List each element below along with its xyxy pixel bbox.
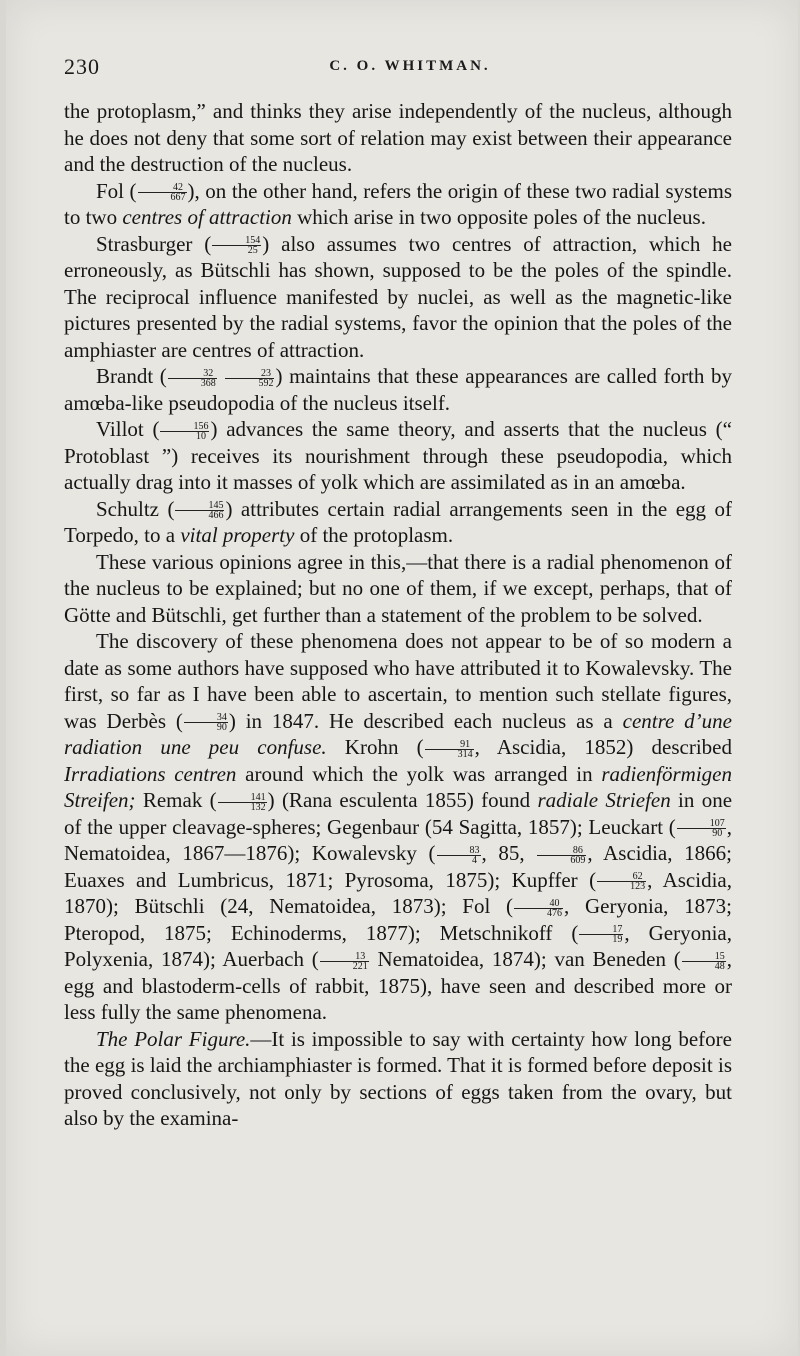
citation-fraction (437, 846, 481, 865)
text-run: ) (Rana esculenta 1855) found (267, 788, 538, 812)
text-run: Remak ( (135, 788, 217, 812)
italic-term: vital property (180, 523, 295, 547)
text-run: , Geryonia, Polyxenia, 1874); Auerbach ( (64, 920, 732, 971)
fraction-numerator: 23 (225, 369, 274, 379)
fraction-denominator: 10 (195, 430, 206, 442)
fraction-numerator: 34 (184, 713, 228, 723)
fraction-denominator: 4 (472, 854, 477, 866)
italic-term: Irradiations centren (64, 761, 237, 786)
citation-fraction (184, 713, 228, 732)
text-run: , Ascidia, 1870); Bütschli (24, Nematoidea, 1873); Fol ( (64, 867, 732, 918)
italic-term: radienförmigen Streifen; (64, 761, 732, 812)
fraction-denominator: 592 (258, 377, 274, 389)
fraction-numerator: 32 (168, 369, 217, 379)
paragraph (64, 98, 732, 178)
text-run: These various opinions agree in this,—that there is a radial phenomenon of the nucleus to be explained; but no one of them, if we except, perhaps, that of Götte and Bütschli, get further than a statement of the problem to be solved. (64, 549, 732, 627)
text-run: The discovery of these phenomena does not appear to be of so modern a date as some authors have supposed who have attributed it to Kowalevsky. The first, so far as I have been able to ascertain, to mention such stellate figures, was Derbès ( (64, 629, 732, 733)
fraction-denominator: 609 (570, 854, 586, 866)
fraction-numerator: 62 (597, 872, 646, 882)
page-header (64, 54, 736, 84)
fraction-numerator: 83 (437, 846, 481, 856)
italic-term: centre d’une radiation une peu confuse. (64, 708, 732, 759)
fraction-numerator: 107 (677, 819, 726, 829)
citation-fraction (425, 740, 474, 759)
text-run: of the protoplasm. (294, 523, 454, 547)
fraction-numerator: 91 (425, 740, 474, 750)
italic-term: radiale Striefen (537, 788, 671, 812)
citation-fraction (597, 872, 646, 891)
text-run: Schultz ( (96, 496, 175, 521)
fraction-denominator: 221 (352, 960, 368, 972)
text-run: Brandt ( (96, 364, 167, 388)
text-run: in one of the upper cleavage-spheres; Gegenbaur (54 Sagitta, 1857); Leuckart ( (64, 788, 733, 839)
text-run: the protoplasm,” and thinks they arise independently of the nucleus, although he does not deny that some sort of relation may exist between their appearance and the destruction of the nucleus. (64, 99, 732, 176)
text-run: , egg and blastoderm-cells of rabbit, 1875), have seen and described more or less fully the same phenomena. (64, 947, 732, 1024)
text-run: , Nematoidea, 1867—1876); Kowalevsky ( (64, 814, 732, 865)
running-head: C. O. WHITMAN. (329, 58, 491, 74)
citation-fraction (682, 952, 726, 971)
paragraph (64, 1026, 732, 1132)
text-run: —It is impossible to say with certainty how long before the egg is laid the archiamphiaster is formed. That it is formed before deposit is proved conclusively, not only by sections of eggs taken from the ovary, but also by the examina- (64, 1026, 732, 1130)
fraction-denominator: 466 (208, 510, 224, 522)
fraction-numerator: 154 (212, 236, 261, 246)
text-run: Fol ( (96, 178, 137, 203)
text-run: around which the yolk was arranged in (236, 761, 602, 786)
paragraph (64, 628, 732, 1026)
fraction-denominator: 90 (712, 828, 723, 840)
citation-fraction (579, 925, 623, 944)
text-run: which arise in two opposite poles of the nucleus. (291, 205, 706, 229)
citation-fraction (320, 952, 369, 971)
fraction-denominator: 19 (612, 934, 623, 946)
citation-fraction (537, 846, 586, 865)
italic-term: centres of attraction (122, 205, 292, 229)
fraction-denominator: 314 (457, 748, 473, 760)
text-run: Nematoidea, 1874); van Beneden ( (369, 947, 681, 971)
citation-fraction (212, 236, 261, 255)
fraction-denominator: 90 (216, 722, 227, 734)
fraction-denominator: 123 (630, 881, 646, 893)
fraction-denominator: 132 (250, 801, 266, 813)
book-page (6, 0, 798, 1356)
text-run: , Ascidia, 1866; Euaxes and Lumbricus, 1871; Pyrosoma, 1875); Kupffer ( (64, 841, 732, 892)
text-run: ) advances the same theory, and asserts that the nucleus (“ Protoblast ”) receives its nourishment through these pseudopodia, which actually drag into it masses of yolk which are assimilated as in an amœba. (64, 417, 732, 494)
text-run: ) also assumes two centres of attraction, which he erroneously, as Bütschli has shown, supposed to be the poles of the spindle. The reciprocal influence manifested by nuclei, as well as the magnetic-like pictures presented by the radial systems, favor the opinion that the poles of the amphiaster are centres of attraction. (64, 231, 732, 362)
fraction-numerator: 156 (160, 422, 209, 432)
text-run: ) attributes certain radial arrangements seen in the egg of Torpedo, to a (64, 496, 733, 547)
fraction-denominator: 476 (547, 907, 563, 919)
citation-fraction (677, 819, 726, 838)
page-number: 230 (64, 54, 100, 79)
citation-fraction (225, 369, 274, 388)
text-run: ) maintains that these appearances are called forth by amœba-like pseudopodia of the nucleus itself. (64, 364, 732, 415)
fraction-numerator: 17 (579, 925, 623, 935)
text-run: Strasburger ( (96, 231, 212, 256)
text-run: Villot ( (96, 417, 160, 441)
fraction-numerator: 145 (175, 501, 224, 511)
citation-fraction (168, 369, 217, 388)
fraction-denominator: 368 (200, 377, 216, 389)
paragraph (64, 416, 732, 496)
fraction-numerator: 141 (218, 793, 267, 803)
fraction-numerator: 42 (138, 183, 187, 193)
text-run: , 85, (481, 841, 537, 865)
fraction-numerator: 13 (320, 952, 369, 962)
paragraph (64, 231, 732, 364)
fraction-denominator: 48 (714, 960, 725, 972)
text-run: , Geryonia, 1873; Pteropod, 1875; Echinoderms, 1877); Metschnikoff ( (64, 894, 732, 945)
fraction-denominator: 25 (247, 245, 258, 257)
paragraph (64, 496, 732, 549)
citation-fraction (175, 501, 224, 520)
text-run: ), on the other hand, refers the origin of these two radial systems to two (64, 178, 732, 229)
text-run: Krohn ( (326, 735, 424, 759)
paragraph (64, 178, 732, 231)
citation-fraction (514, 899, 563, 918)
section-heading: The Polar Figure. (96, 1026, 251, 1051)
fraction-numerator: 40 (514, 899, 563, 909)
text-run: ) in 1847. He described each nucleus as a (228, 708, 623, 733)
paragraph (64, 549, 732, 629)
citation-fraction (138, 183, 187, 202)
citation-fraction (218, 793, 267, 812)
text-run: , Ascidia, 1852) described (474, 735, 732, 759)
fraction-denominator: 667 (170, 192, 186, 204)
body-text (64, 98, 732, 1132)
paragraph (64, 363, 732, 416)
citation-fraction (160, 422, 209, 441)
fraction-numerator: 86 (537, 846, 586, 856)
fraction-numerator: 15 (682, 952, 726, 962)
